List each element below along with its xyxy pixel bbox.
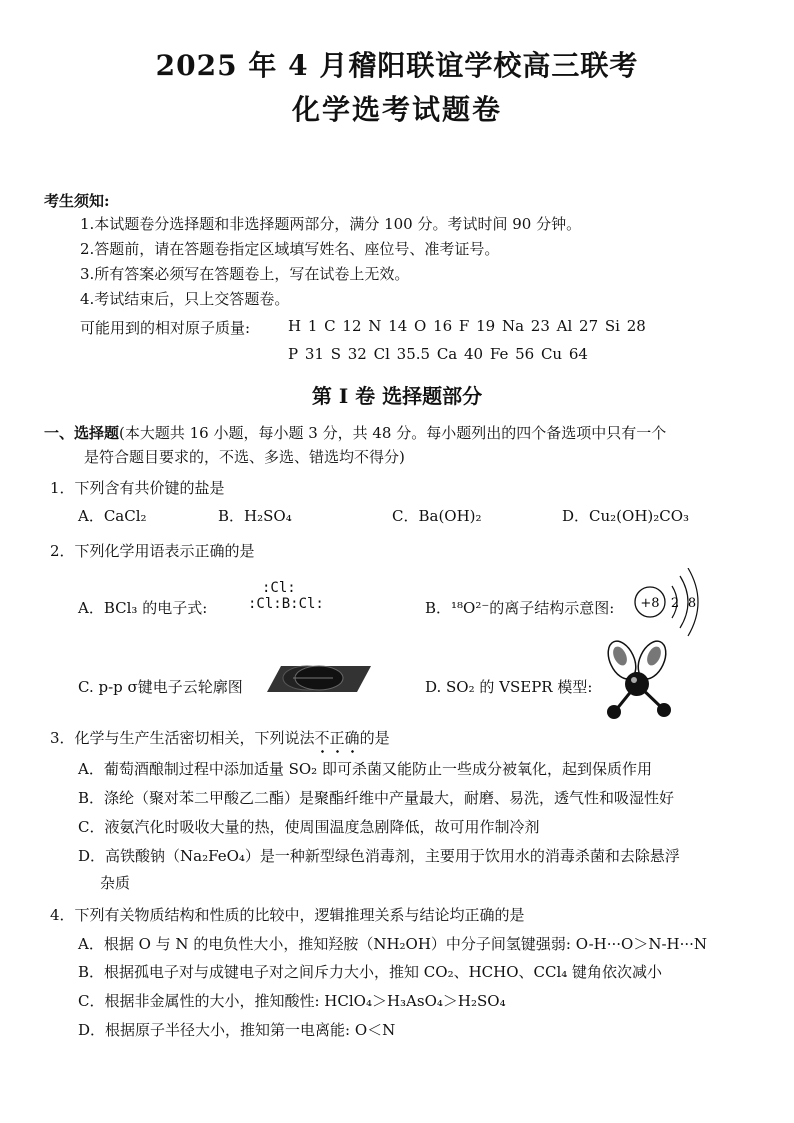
notice-item: 4.考试结束后，只上交答题卷。 <box>80 290 290 308</box>
notice-item: 2.答题前，请在答题卷指定区域填写姓名、座位号、准考证号。 <box>80 240 500 258</box>
bcl3-electron-formula: :Cl: :Cl:B:Cl: <box>248 580 324 612</box>
part-label: 一、选择题 <box>44 424 120 442</box>
q4-option-a: A．根据 O 与 N 的电负性大小，推知羟胺（NH₂OH）中分子间氢键强弱: O-H···O＞N-H···N <box>78 935 708 953</box>
q4-option-c: C．根据非金属性的大小，推知酸性: HClO₄＞H₃AsO₄＞H₂SO₄ <box>78 992 506 1010</box>
q1-option-a: A．CaCl₂ <box>78 507 147 525</box>
notice-item: 1.本试题卷分选择题和非选择题两部分，满分 100 分。考试时间 90 分钟。 <box>80 215 582 233</box>
exam-title: 2025 年 4 月稽阳联谊学校高三联考 <box>155 49 639 82</box>
q2-stem: 2．下列化学用语表示正确的是 <box>50 542 255 560</box>
oxide-ion-diagram <box>630 568 710 638</box>
q2-option-a: A．BCl₃ 的电子式: <box>78 599 208 617</box>
q4-stem: 4．下列有关物质结构和性质的比较中，逻辑推理关系与结论均正确的是 <box>50 906 525 924</box>
q1-stem: 1．下列含有共价键的盐是 <box>50 479 225 497</box>
notice-item: 3.所有答案必须写在答题卷上，写在试卷上无效。 <box>80 265 410 283</box>
q2-option-d: D. SO₂ 的 VSEPR 模型: <box>425 678 593 696</box>
q2-option-b: B．¹⁸O²⁻的离子结构示意图: <box>425 599 615 617</box>
notice-heading: 考生须知: <box>44 192 110 210</box>
part-desc: (本大题共 16 小题，每小题 3 分，共 48 分。每小题列出的四个备选项中只有一个 <box>119 424 667 442</box>
q1-option-c: C．Ba(OH)₂ <box>392 507 482 525</box>
sigma-bond-cloud-diagram <box>253 660 373 696</box>
q1-option-b: B．H₂SO₄ <box>218 507 292 525</box>
atomic-mass-label: 可能用到的相对原子质量: <box>80 319 251 337</box>
q4-option-b: B．根据孤电子对与成键电子对之间斥力大小，推知 CO₂、HCHO、CCl₄ 键角依次减小 <box>78 963 663 981</box>
q3-emphasis: 不正确 <box>314 729 360 747</box>
q3-option-d-cont: 杂质 <box>100 874 131 892</box>
q3-option-c: C．液氨汽化时吸收大量的热，使周围温度急剧降低，故可用作制冷剂 <box>78 818 540 836</box>
svg-text:8: 8 <box>687 596 697 611</box>
svg-text:+8: +8 <box>640 596 660 611</box>
section-title: 第 I 卷 选择题部分 <box>311 384 483 408</box>
q3-stem: 3．化学与生产生活密切相关，下列说法不正确的是 <box>50 729 390 747</box>
atomic-mass-line2: P 31 S 32 Cl 35.5 Ca 40 Fe 56 Cu 64 <box>288 345 588 363</box>
q3-option-b: B．涤纶（聚对苯二甲酸乙二酯）是聚酯纤维中产量最大，耐磨、易洗，透气性和吸湿性好 <box>78 789 675 807</box>
svg-text:2: 2 <box>670 596 680 611</box>
so2-vsepr-model <box>598 638 676 722</box>
exam-subtitle: 化学选考试题卷 <box>291 93 502 126</box>
q1-option-d: D．Cu₂(OH)₂CO₃ <box>562 507 690 525</box>
q3-option-d: D．高铁酸钠（Na₂FeO₄）是一种新型绿色消毒剂，主要用于饮用水的消毒杀菌和去除悬浮 <box>78 847 680 865</box>
q2-option-c: C. p-p σ键电子云轮廓图 <box>78 678 243 696</box>
q3-option-a: A．葡萄酒酿制过程中添加适量 SO₂ 即可杀菌又能防止一些成分被氧化，起到保质作用 <box>78 760 652 778</box>
part-desc-2: 是符合题目要求的，不选、多选、错选均不得分) <box>84 448 405 466</box>
q4-option-d: D．根据原子半径大小，推知第一电离能: O＜N <box>78 1021 396 1039</box>
atomic-mass-line1: H 1 C 12 N 14 O 16 F 19 Na 23 Al 27 Si 28 <box>288 317 646 335</box>
